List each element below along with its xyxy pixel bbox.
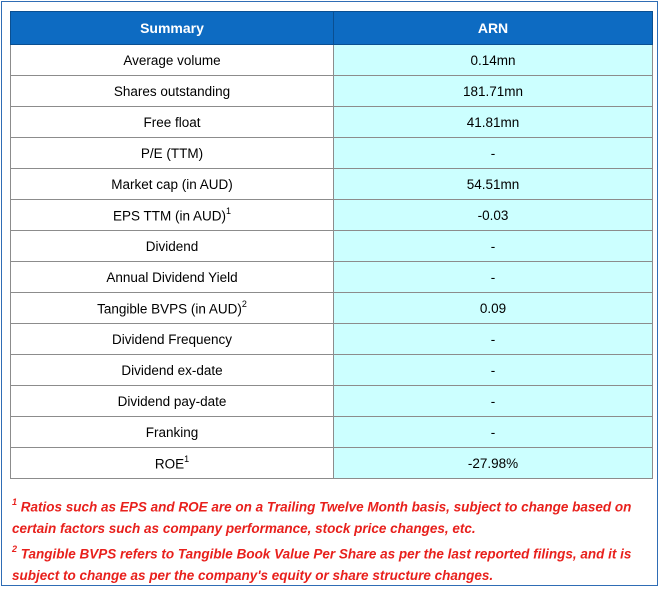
row-label [11, 355, 334, 386]
row-value: 0.14mn [334, 45, 653, 76]
row-label [11, 200, 334, 231]
table-row [11, 386, 653, 417]
row-value: 54.51mn [334, 169, 653, 200]
row-label-text: ROE [154, 456, 185, 472]
row-label [11, 386, 334, 417]
table-row [11, 293, 653, 324]
footnote-2-line-2: subject to change as per the company's equity or share structure changes. [12, 567, 494, 583]
row-label-text: Shares outstanding [113, 83, 231, 99]
footnotes [12, 493, 652, 586]
table-row [11, 200, 653, 231]
row-label [11, 262, 334, 293]
row-label-text: Dividend ex-date [121, 362, 223, 378]
row-value: - [334, 386, 653, 417]
footnote-marker: 1 [184, 453, 190, 464]
footnote-1-line-1 [12, 493, 652, 518]
table-row [11, 138, 653, 169]
table-row [11, 45, 653, 76]
row-label-text: Free float [143, 114, 201, 130]
table-row [11, 76, 653, 107]
row-label [11, 138, 334, 169]
row-label [11, 76, 334, 107]
row-value: 181.71mn [334, 76, 653, 107]
row-value: - [334, 231, 653, 262]
table-header-row [11, 12, 653, 45]
row-label [11, 45, 334, 76]
table-row [11, 417, 653, 448]
row-label [11, 293, 334, 324]
footnote-2-marker: 2 [12, 543, 18, 554]
row-value: -0.03 [334, 200, 653, 231]
row-label-text: Average volume [123, 52, 221, 68]
row-value: -27.98% [334, 448, 653, 479]
row-value: 41.81mn [334, 107, 653, 138]
footnote-1-marker: 1 [12, 497, 18, 507]
table-row [11, 262, 653, 293]
table-row [11, 231, 653, 262]
row-label-text: EPS TTM (in AUD) [112, 208, 226, 224]
row-label [11, 169, 334, 200]
summary-table [10, 11, 653, 479]
footnote-2-line-1 [12, 540, 652, 565]
row-label-text: Annual Dividend Yield [106, 269, 238, 285]
header-ticker: ARN [334, 12, 653, 45]
footnote-1-text: Ratios such as EPS and ROE are on a Trailing Twelve Month basis, subject to change based on [20, 499, 632, 515]
row-label-text: Franking [145, 424, 199, 440]
row-label [11, 448, 334, 479]
footnote-marker: 2 [241, 298, 247, 309]
row-label-text: Dividend Frequency [111, 331, 233, 347]
footnote-marker: 1 [226, 205, 232, 216]
row-label-text: Dividend [145, 238, 199, 254]
row-value: 0.09 [334, 293, 653, 324]
table-row [11, 448, 653, 479]
row-value: - [334, 262, 653, 293]
row-label [11, 107, 334, 138]
table-row [11, 324, 653, 355]
row-label [11, 324, 334, 355]
row-label-text: P/E (TTM) [140, 145, 204, 161]
row-value: - [334, 324, 653, 355]
row-label-text: Dividend pay-date [117, 393, 227, 409]
row-value: - [334, 355, 653, 386]
header-summary: Summary [11, 12, 334, 45]
table-row [11, 355, 653, 386]
row-label [11, 417, 334, 448]
row-value: - [334, 417, 653, 448]
table-row [11, 169, 653, 200]
row-label [11, 231, 334, 262]
footnote-1-line-2: certain factors such as company performance, stock price changes, etc. [12, 521, 476, 536]
table-row [11, 107, 653, 138]
footnote-2-text: Tangible BVPS refers to Tangible Book Value Per Share as per the last reported filings, and it is [20, 546, 632, 561]
row-label-text: Tangible BVPS (in AUD) [97, 301, 242, 317]
summary-panel [1, 1, 658, 586]
row-label-text: Market cap (in AUD) [111, 176, 233, 192]
row-value: - [334, 138, 653, 169]
